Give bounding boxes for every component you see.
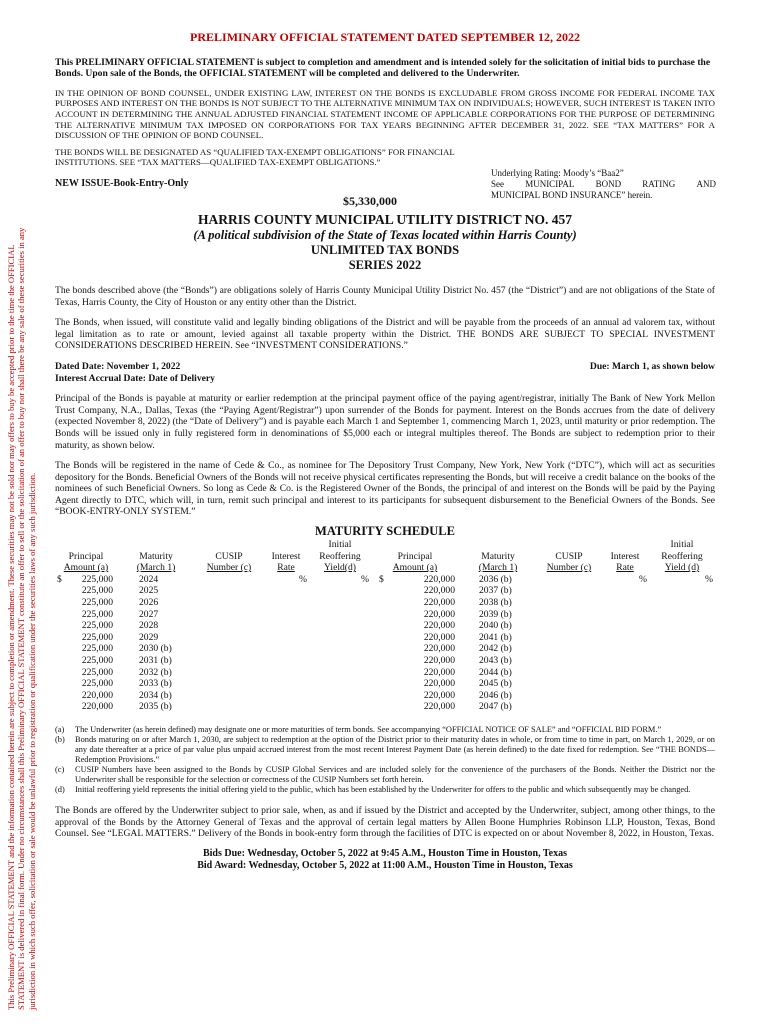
interest-rate-right: % bbox=[639, 573, 647, 585]
cusip-number bbox=[195, 585, 263, 597]
footnote-item bbox=[55, 725, 715, 735]
principal-amount: 220,000 bbox=[81, 701, 113, 713]
footnote-text: Initial reoffering yield represents the initial offering yield to the public, which has been established by the Underwriter for offers to the public and which subsequently may be changed. bbox=[75, 784, 691, 794]
issue-row bbox=[55, 168, 715, 206]
table-row bbox=[55, 632, 715, 644]
reoffering-yield: % bbox=[361, 573, 369, 585]
intro-paragraph: This PRELIMINARY OFFICIAL STATEMENT is subject to completion and amendment and is intended solely for the solicitation of initial bids to purchase the Bonds. Upon sale of the Bonds, the OFFICIAL STATEMENT will be completed and delivered to the Underwriter. bbox=[55, 57, 711, 80]
principal-amount-right: 220,000 bbox=[423, 585, 455, 597]
maturity-year-right: 2036 (b) bbox=[479, 573, 512, 585]
maturity-year-right: 2040 (b) bbox=[479, 620, 512, 632]
maturity-year: 2024 bbox=[139, 573, 159, 585]
reoffering-yield-right bbox=[649, 620, 715, 632]
principal-amount-right: 220,000 bbox=[423, 666, 455, 678]
reoffering-yield-right: % bbox=[705, 573, 713, 585]
maturity-year: 2031 (b) bbox=[139, 655, 172, 666]
footnote-text: CUSIP Numbers have been assigned to the Bonds by CUSIP Global Services and are included solely for the convenience of the purchasers of the Bonds. Neither the District nor the Underwriter shall be responsible for the selection or correctness of the CUSIP Numbers set forth herein. bbox=[75, 764, 715, 784]
cusip-number-right bbox=[537, 574, 601, 586]
table-row bbox=[55, 701, 715, 713]
table-row bbox=[55, 643, 715, 655]
maturity-year: 2033 (b) bbox=[139, 678, 172, 690]
reoffering-yield-right bbox=[649, 597, 715, 609]
col-rate: Interest Rate bbox=[271, 550, 301, 574]
table-row bbox=[55, 690, 715, 702]
qualified-tax-exempt-notice: THE BONDS WILL BE DESIGNATED AS “QUALIFIED TAX-EXEMPT OBLIGATIONS” FOR FINANCIAL INSTITUTIONS. SEE “TAX MATTERS—QUALIFIED TAX-EXEMPT OBLIGATIONS.” bbox=[55, 146, 455, 168]
table-row bbox=[55, 667, 715, 679]
interest-rate-right bbox=[601, 690, 649, 702]
document-page bbox=[55, 30, 715, 873]
reoffering-yield-right bbox=[649, 632, 715, 644]
maturity-year: 2027 bbox=[139, 608, 159, 620]
maturity-year-right: 2046 (b) bbox=[479, 689, 512, 701]
cusip-number-right bbox=[537, 655, 601, 667]
col-cusip-right: CUSIP Number (c) bbox=[546, 550, 592, 574]
cusip-number bbox=[195, 632, 263, 644]
interest-rate bbox=[263, 609, 309, 621]
principal-amount: 225,000 bbox=[81, 597, 113, 609]
paragraph-bonds-obligations: The bonds described above (the “Bonds”) are obligations solely of Harris County Municipal Utility District No. 457 (the “District”) and are not obligations of the State of Texas, Harris County, the City of Houston or any entity other than the District. bbox=[55, 284, 715, 308]
rating-word: MUNICIPAL bbox=[525, 178, 575, 189]
interest-rate bbox=[263, 690, 309, 702]
maturity-year: 2032 (b) bbox=[139, 666, 172, 678]
maturity-schedule-title: MATURITY SCHEDULE bbox=[315, 524, 455, 539]
reoffering-yield bbox=[309, 678, 371, 690]
col-rate-right: Interest Rate bbox=[610, 550, 640, 574]
reoffering-yield bbox=[309, 690, 371, 702]
principal-amount: 220,000 bbox=[81, 689, 113, 701]
principal-amount: 225,000 bbox=[81, 585, 113, 597]
principal-amount-right: 220,000 bbox=[423, 701, 455, 713]
table-row bbox=[55, 655, 715, 667]
dates-row bbox=[55, 361, 715, 384]
issuer-name: HARRIS COUNTY MUNICIPAL UTILITY DISTRICT NO. 457 bbox=[198, 211, 572, 227]
principal-amount: 225,000 bbox=[81, 631, 113, 643]
footnote-item bbox=[55, 735, 715, 765]
maturity-year: 2029 bbox=[139, 631, 159, 643]
principal-amount-right: 220,000 bbox=[423, 689, 455, 701]
col-principal-right: Principal Amount (a) bbox=[392, 550, 438, 574]
footnote-text: Bonds maturing on or after March 1, 2030, are subject to redemption at the option of the District prior to their maturity dates in whole, or from time to time in part, on March 1, 2029, or on any date thereafter at a price of par value plus unpaid accrued interest from the most recent Interest Payment Date (as herein defined) to the date fixed for redemption. See “THE BONDS—Redemption Provisions.” bbox=[75, 734, 715, 764]
interest-rate-right bbox=[601, 585, 649, 597]
col-cusip: CUSIP Number (c) bbox=[206, 550, 252, 574]
new-issue-label: NEW ISSUE-Book-Entry-Only bbox=[55, 177, 189, 189]
interest-rate bbox=[263, 667, 309, 679]
rating-word: AND bbox=[696, 178, 716, 189]
principal-amount-right: 220,000 bbox=[423, 678, 455, 690]
reoffering-yield bbox=[309, 609, 371, 621]
col-yield: Initial Reoffering Yield(d) bbox=[319, 539, 361, 574]
reoffering-yield-right bbox=[649, 678, 715, 690]
col-maturity-right: Maturity (March 1) bbox=[478, 550, 518, 574]
reoffering-yield-right bbox=[649, 585, 715, 597]
principal-amount-right: 220,000 bbox=[423, 620, 455, 632]
reoffering-yield-right bbox=[649, 701, 715, 713]
footnote-label: (c) bbox=[55, 764, 65, 774]
table-row bbox=[55, 678, 715, 690]
cusip-number-right bbox=[537, 597, 601, 609]
interest-rate-right bbox=[601, 701, 649, 713]
interest-rate bbox=[263, 678, 309, 690]
maturity-schedule-table bbox=[55, 539, 715, 713]
col-maturity: Maturity (March 1) bbox=[136, 550, 176, 574]
col-yield-right: Initial Reoffering Yield (d) bbox=[661, 539, 703, 574]
rating-line-1: Underlying Rating: Moody’s “Baa2” bbox=[491, 167, 624, 178]
reoffering-yield-right bbox=[649, 667, 715, 679]
reoffering-yield-right bbox=[649, 609, 715, 621]
interest-rate-right bbox=[601, 667, 649, 679]
table-row bbox=[55, 574, 715, 586]
cusip-number bbox=[195, 609, 263, 621]
cusip-number bbox=[195, 678, 263, 690]
bond-amount: $5,330,000 bbox=[343, 193, 397, 208]
principal-amount-right: 220,000 bbox=[423, 631, 455, 643]
cusip-number-right bbox=[537, 678, 601, 690]
reoffering-yield-right bbox=[649, 643, 715, 655]
footnote-text: The Underwriter (as herein defined) may designate one or more maturities of term bonds. See accompanying “OFFICIAL NOTICE OF SALE” and “OFFICIAL BID FORM.” bbox=[75, 724, 662, 734]
rating-line-3: MUNICIPAL BOND INSURANCE” herein. bbox=[491, 189, 653, 200]
interest-rate bbox=[263, 585, 309, 597]
principal-amount: $ 225,000 bbox=[57, 573, 113, 585]
principal-amount-right: 220,000 bbox=[423, 597, 455, 609]
principal-amount-right: 220,000 bbox=[423, 655, 455, 666]
principal-amount: 225,000 bbox=[81, 666, 113, 678]
reoffering-yield bbox=[309, 585, 371, 597]
maturity-year-right: 2044 (b) bbox=[479, 666, 512, 678]
table-row bbox=[55, 620, 715, 632]
cusip-number-right bbox=[537, 620, 601, 632]
maturity-year: 2034 (b) bbox=[139, 689, 172, 701]
maturity-year-right: 2039 (b) bbox=[479, 608, 512, 620]
interest-rate bbox=[263, 655, 309, 667]
principal-amount: 225,000 bbox=[81, 620, 113, 632]
footnote-item bbox=[55, 785, 715, 795]
maturity-year-right: 2045 (b) bbox=[479, 678, 512, 690]
rating-word: See bbox=[491, 178, 504, 189]
maturity-year-right: 2041 (b) bbox=[479, 631, 512, 643]
interest-rate bbox=[263, 643, 309, 655]
footnote-item bbox=[55, 765, 715, 785]
interest-rate bbox=[263, 632, 309, 644]
reoffering-yield-right bbox=[649, 690, 715, 702]
paragraph-bonds-valid: The Bonds, when issued, will constitute valid and legally binding obligations of the District and will be payable from the proceeds of an annual ad valorem tax, without legal limitation as to rate or amount, levied against all taxable property within the District. THE BONDS ARE SUBJECT TO SPECIAL INVESTMENT CONSIDERATIONS DESCRIBED HEREIN. See “INVESTMENT CONSIDERATIONS.” bbox=[55, 317, 715, 352]
issuer-subtitle: (A political subdivision of the State of Texas located within Harris County) bbox=[193, 227, 577, 242]
principal-amount: 225,000 bbox=[81, 608, 113, 620]
col-principal: Principal Amount (a) bbox=[63, 550, 109, 574]
interest-rate-right bbox=[601, 678, 649, 690]
interest-rate: % bbox=[299, 573, 307, 585]
table-row bbox=[55, 597, 715, 609]
interest-rate bbox=[263, 701, 309, 713]
reoffering-yield bbox=[309, 632, 371, 644]
maturity-year-right: 2042 (b) bbox=[479, 643, 512, 655]
maturity-year: 2035 (b) bbox=[139, 701, 172, 713]
sidebar-disclaimer bbox=[0, 0, 48, 1024]
header-row bbox=[55, 539, 715, 574]
reoffering-yield bbox=[309, 667, 371, 679]
reoffering-yield bbox=[309, 643, 371, 655]
principal-amount: 225,000 bbox=[81, 678, 113, 690]
bond-counsel-opinion: IN THE OPINION OF BOND COUNSEL, UNDER EXISTING LAW, INTEREST ON THE BONDS IS EXCLUDABLE FROM GROSS INCOME FOR FEDERAL INCOME TAX PURPOSES AND INTEREST ON THE BONDS IS NOT SUBJECT TO THE ALTERNATIVE MINIMUM TAX ON INDIVIDUALS; HOWEVER, SUCH INTEREST IS TAKEN INTO ACCOUNT IN DETERMINING THE ANNUAL ADJUSTED FINANCIAL STATEMENT INCOME OF APPLICABLE CORPORATIONS FOR THE PURPOSE OF DETERMINING THE ALTERNATIVE MINIMUM TAX IMPOSED ON CORPORATIONS FOR TAX YEARS BEGINNING AFTER DECEMBER 31, 2022. SEE “TAX MATTERS” FOR A DISCUSSION OF THE OPINION OF BOND COUNSEL. bbox=[55, 87, 715, 141]
interest-rate-right bbox=[601, 620, 649, 632]
maturity-year: 2026 bbox=[139, 597, 159, 609]
reoffering-yield bbox=[309, 597, 371, 609]
cusip-number-right bbox=[537, 609, 601, 621]
principal-amount: 225,000 bbox=[81, 655, 113, 666]
rating-word: BOND bbox=[595, 178, 622, 189]
table-row bbox=[55, 609, 715, 621]
rating-line-2 bbox=[491, 179, 716, 190]
cusip-number bbox=[195, 690, 263, 702]
cusip-number-right bbox=[537, 701, 601, 713]
cusip-number-right bbox=[537, 632, 601, 644]
footnotes bbox=[55, 725, 715, 795]
principal-amount-right: 220,000 bbox=[423, 608, 455, 620]
rating-word: RATING bbox=[642, 178, 676, 189]
interest-rate-right bbox=[601, 643, 649, 655]
principal-amount-right: $ 220,000 bbox=[379, 573, 455, 585]
interest-rate bbox=[263, 597, 309, 609]
footnote-label: (d) bbox=[55, 784, 65, 794]
paragraph-offering: The Bonds are offered by the Underwriter subject to prior sale, when, as and if issued by the District and accepted by the Underwriter, subject, among other things, to the approval of the Bonds by the Attorney General of Texas and the approval of certain legal matters by Allen Boone Humphries Robinson LLP, Houston, Texas, Bond Counsel. See “LEGAL MATTERS.” Delivery of the Bonds in book-entry form through the facilities of DTC is expected on or about November 8, 2022, in Houston, Texas. bbox=[55, 804, 715, 840]
maturity-year: 2030 (b) bbox=[139, 643, 172, 655]
cusip-number bbox=[195, 655, 263, 667]
maturity-year-right: 2037 (b) bbox=[479, 585, 512, 597]
reoffering-yield bbox=[309, 655, 371, 667]
principal-amount: 225,000 bbox=[81, 643, 113, 655]
dated-date: Dated Date: November 1, 2022 bbox=[55, 360, 181, 372]
interest-accrual-date: Interest Accrual Date: Date of Delivery bbox=[55, 372, 215, 384]
interest-rate-right bbox=[601, 609, 649, 621]
footnote-label: (b) bbox=[55, 734, 65, 744]
maturity-year: 2025 bbox=[139, 585, 159, 597]
bids-due: Bids Due: Wednesday, October 5, 2022 at 9:45 A.M., Houston Time in Houston, Texas bbox=[202, 847, 568, 859]
interest-rate bbox=[263, 620, 309, 632]
cusip-number-right bbox=[537, 667, 601, 679]
cusip-number-right bbox=[537, 585, 601, 597]
sidebar-line-3: jurisdiction in which such offer, solicitation or sale would be unlawful prior to registration or qualification under the securities laws of any such jurisdiction. bbox=[26, 472, 37, 1010]
bond-series: SERIES 2022 bbox=[348, 257, 422, 272]
reoffering-yield bbox=[309, 701, 371, 713]
cusip-number bbox=[195, 574, 263, 586]
interest-rate-right bbox=[601, 655, 649, 667]
footnote-label: (a) bbox=[55, 724, 65, 734]
principal-amount-right: 220,000 bbox=[423, 643, 455, 655]
interest-rate-right bbox=[601, 597, 649, 609]
cusip-number bbox=[195, 643, 263, 655]
paragraph-principal: Principal of the Bonds is payable at maturity or earlier redemption at the principal payment office of the paying agent/registrar, initially The Bank of New York Mellon Trust Company, N.A., Dallas, Texas (the “Paying Agent/Registrar”) upon surrender of the Bonds for payment. Interest on the Bonds accrues from the date of delivery (expected November 8, 2022) (the “Date of Delivery”) and is payable each March 1 and September 1, commencing March 1, 2023, until maturity or prior redemption. The Bonds will be issued only in fully registered form in denominations of $5,000 each or integral multiples thereof. The Bonds are subject to redemption prior to their maturity, as shown below. bbox=[55, 393, 715, 451]
page-title: PRELIMINARY OFFICIAL STATEMENT DATED SEPTEMBER 12, 2022 bbox=[190, 30, 580, 44]
bond-type: UNLIMITED TAX BONDS bbox=[310, 242, 460, 257]
maturity-year-right: 2043 (b) bbox=[479, 655, 512, 666]
paragraph-registration: The Bonds will be registered in the name of Cede & Co., as nominee for The Depository Trust Company, New York, New York (“DTC”), which will act as securities depository for the Bonds. Beneficial Owners of the Bonds will not receive physical certificates representing the Bonds, but will receive a credit balance on the books of the nominees of such Beneficial Owners. So long as Cede & Co. is the Registered Owner of the Bonds, the principal of and interest on the Bonds will be paid by the Paying Agent directly to DTC, which will, in turn, remit such principal and interest to its participants for subsequent disbursement to the Beneficial Owners of the Bonds. See “BOOK-ENTRY-ONLY SYSTEM.” bbox=[55, 460, 715, 518]
rating-block bbox=[491, 168, 716, 201]
sidebar-line-1: This Preliminary OFFICIAL STATEMENT and the information contained herein are subject to completion or amendment. These securities may not be sold nor may offers to buy be accepted prior to the time the OFFICIAL bbox=[6, 244, 16, 1010]
cusip-number bbox=[195, 667, 263, 679]
maturity-year-right: 2038 (b) bbox=[479, 597, 512, 609]
due-date: Due: March 1, as shown below bbox=[589, 360, 715, 372]
cusip-number-right bbox=[537, 690, 601, 702]
cusip-number bbox=[195, 701, 263, 713]
table-row bbox=[55, 585, 715, 597]
bid-award: Bid Award: Wednesday, October 5, 2022 at 11:00 A.M., Houston Time in Houston, Texas bbox=[197, 860, 573, 872]
cusip-number bbox=[195, 620, 263, 632]
reoffering-yield-right bbox=[649, 655, 715, 667]
cusip-number bbox=[195, 597, 263, 609]
maturity-year: 2028 bbox=[139, 620, 159, 632]
cusip-number-right bbox=[537, 643, 601, 655]
interest-rate-right bbox=[601, 632, 649, 644]
maturity-year-right: 2047 (b) bbox=[479, 701, 512, 713]
sidebar-line-2: STATEMENT is delivered in final form. Under no circumstances shall this Preliminary OFFICIAL STATEMENT constitute an offer to sell or the solicitation of an offer to buy nor shall there be any sale of these securities in any bbox=[16, 227, 27, 1010]
reoffering-yield bbox=[309, 620, 371, 632]
